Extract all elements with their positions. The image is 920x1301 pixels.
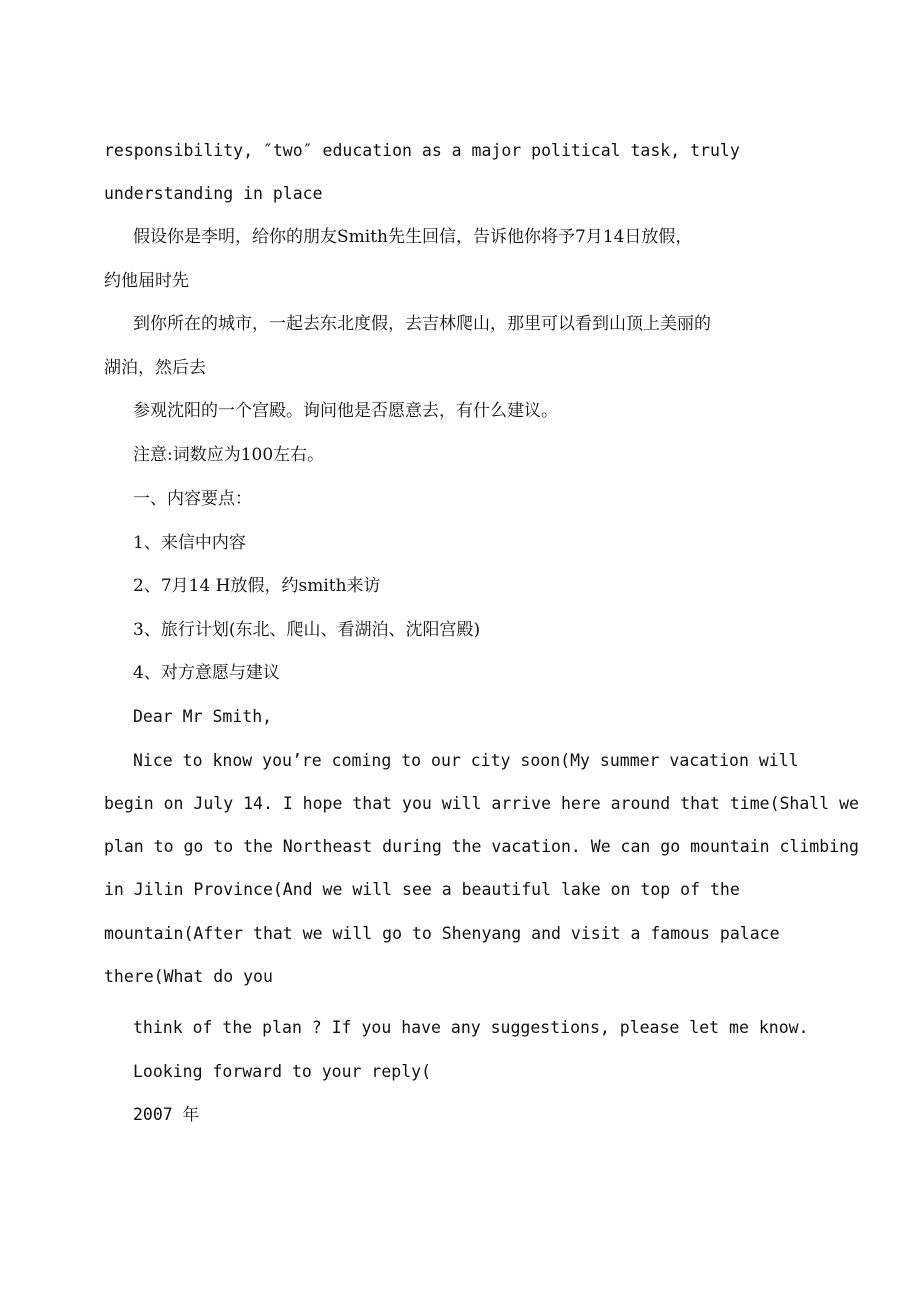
letter-body-line-7: think of the plan ? If you have any suggestions, please let me know. — [133, 1018, 809, 1037]
task-prompt-line-5: 参观沈阳的一个宫殿。询问他是否愿意去，有什么建议。 — [133, 401, 558, 421]
letter-body-line-2: begin on July 14. I hope that you will arrive here around that time(Shall we — [104, 794, 859, 813]
word-count-note: 注意:词数应为100左右。 — [133, 445, 325, 465]
letter-date: 2007 年 — [133, 1105, 200, 1124]
content-point-3: 3、旅行计划(东北、爬山、看湖泊、沈阳宫殿) — [133, 620, 481, 640]
content-points-heading: 一、内容要点： — [133, 489, 252, 509]
task-prompt-line-4: 湖泊，然后去 — [104, 358, 206, 378]
task-prompt-line-1: 假设你是李明，给你的朋友Smith先生回信，告诉他你将予7月14日放假， — [133, 227, 693, 247]
content-point-2: 2、7月14 H放假，约smith来访 — [133, 576, 381, 596]
letter-salutation: Dear Mr Smith, — [133, 707, 273, 726]
content-point-4: 4、对方意愿与建议 — [133, 663, 280, 683]
letter-body-line-5: mountain(After that we will go to Shenyang and visit a famous palace — [104, 924, 780, 943]
letter-body-line-4: in Jilin Province(And we will see a beautiful lake on top of the — [104, 880, 740, 899]
text-line-1: responsibility, ″two″ education as a major political task, truly — [104, 141, 740, 160]
text-line-2: understanding in place — [104, 184, 323, 203]
letter-body-line-3: plan to go to the Northeast during the vacation. We can go mountain climbing — [104, 837, 859, 856]
letter-body-line-6: there(What do you — [104, 967, 273, 986]
letter-body-line-1: Nice to know you’re coming to our city soon(My summer vacation will — [133, 751, 799, 770]
content-point-1: 1、来信中内容 — [133, 533, 246, 553]
task-prompt-line-3: 到你所在的城市，一起去东北度假，去吉林爬山，那里可以看到山顶上美丽的 — [133, 314, 711, 334]
letter-closing: Looking forward to your reply( — [133, 1062, 432, 1081]
task-prompt-line-2: 约他届时先 — [104, 271, 189, 291]
